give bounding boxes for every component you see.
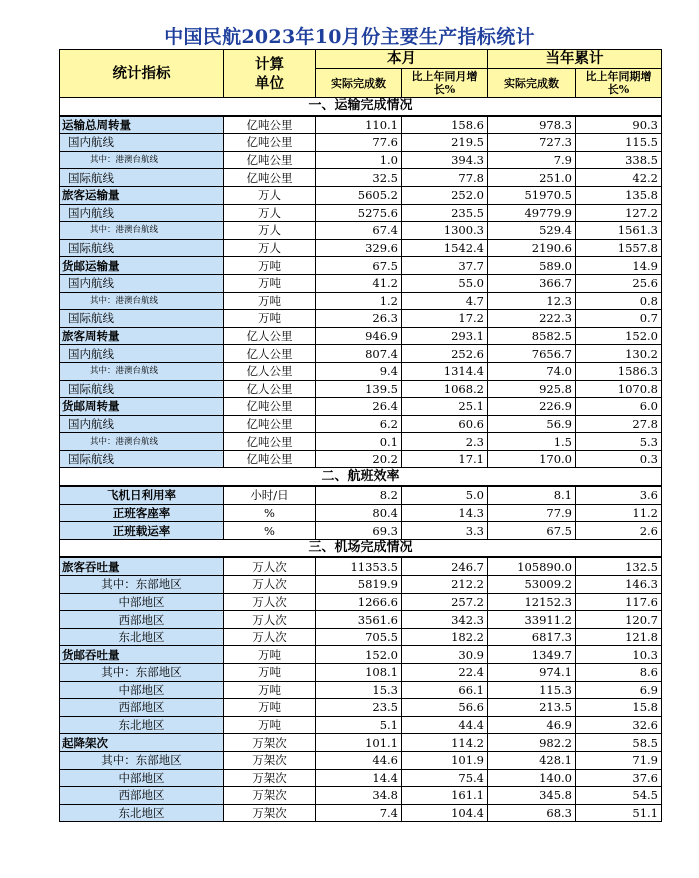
row-unit: 万人 xyxy=(224,222,316,240)
header-month-growth: 比上年同月增长% xyxy=(402,69,488,98)
year-growth-value: 8.6 xyxy=(576,664,662,682)
row-name: 旅客吞吐量 xyxy=(60,557,224,575)
table-row xyxy=(60,362,662,380)
row-name: 国内航线 xyxy=(60,415,224,433)
row-unit: 万吨 xyxy=(224,716,316,734)
table-row xyxy=(60,257,662,275)
year-growth-value: 10.3 xyxy=(576,646,662,664)
month-growth-value: 25.1 xyxy=(402,398,488,416)
row-unit: 亿吨公里 xyxy=(224,116,316,134)
month-growth-value: 5.0 xyxy=(402,486,488,504)
row-unit: 万吨 xyxy=(224,310,316,328)
year-actual-value: 8582.5 xyxy=(488,327,576,345)
month-actual-value: 1266.6 xyxy=(316,593,402,611)
month-growth-value: 252.0 xyxy=(402,186,488,204)
year-actual-value: 366.7 xyxy=(488,274,576,292)
row-name: 起降架次 xyxy=(60,734,224,752)
year-growth-value: 15.8 xyxy=(576,699,662,717)
row-unit: 万人 xyxy=(224,204,316,222)
row-name: 其中：东部地区 xyxy=(60,751,224,769)
row-name: 国际航线 xyxy=(60,380,224,398)
month-growth-value: 1068.2 xyxy=(402,380,488,398)
header-month-group: 本月 xyxy=(316,50,488,69)
month-growth-value: 60.6 xyxy=(402,415,488,433)
table-row xyxy=(60,186,662,204)
month-actual-value: 1.2 xyxy=(316,292,402,310)
year-growth-value: 71.9 xyxy=(576,751,662,769)
row-name: 东北地区 xyxy=(60,804,224,822)
row-unit: 亿吨公里 xyxy=(224,151,316,169)
row-unit: 亿吨公里 xyxy=(224,134,316,152)
row-unit: 万吨 xyxy=(224,257,316,275)
year-growth-value: 54.5 xyxy=(576,787,662,805)
row-unit: 万吨 xyxy=(224,664,316,682)
table-row xyxy=(60,681,662,699)
row-unit: 亿吨公里 xyxy=(224,450,316,468)
year-actual-value: 68.3 xyxy=(488,804,576,822)
row-name: 货邮运输量 xyxy=(60,257,224,275)
row-name: 旅客运输量 xyxy=(60,186,224,204)
year-actual-value: 67.5 xyxy=(488,522,576,540)
row-unit: 万人次 xyxy=(224,593,316,611)
row-unit: 亿吨公里 xyxy=(224,415,316,433)
month-actual-value: 5605.2 xyxy=(316,186,402,204)
table-row xyxy=(60,576,662,594)
row-name: 东北地区 xyxy=(60,716,224,734)
section-title: 三、机场完成情况 xyxy=(60,539,662,557)
row-unit: 万人次 xyxy=(224,576,316,594)
row-unit: 万人次 xyxy=(224,611,316,629)
month-actual-value: 807.4 xyxy=(316,345,402,363)
table-row xyxy=(60,646,662,664)
year-actual-value: 74.0 xyxy=(488,362,576,380)
year-actual-value: 33911.2 xyxy=(488,611,576,629)
year-actual-value: 974.1 xyxy=(488,664,576,682)
year-growth-value: 51.1 xyxy=(576,804,662,822)
row-unit: 万架次 xyxy=(224,787,316,805)
month-growth-value: 342.3 xyxy=(402,611,488,629)
year-growth-value: 6.9 xyxy=(576,681,662,699)
row-unit: 亿吨公里 xyxy=(224,433,316,451)
year-growth-value: 14.9 xyxy=(576,257,662,275)
row-unit: 万吨 xyxy=(224,681,316,699)
row-name: 其中：港澳台航线 xyxy=(60,222,224,240)
table-row xyxy=(60,734,662,752)
row-unit: 亿吨公里 xyxy=(224,398,316,416)
year-actual-value: 6817.3 xyxy=(488,628,576,646)
month-actual-value: 3561.6 xyxy=(316,611,402,629)
year-growth-value: 115.5 xyxy=(576,134,662,152)
month-actual-value: 20.2 xyxy=(316,450,402,468)
year-actual-value: 982.2 xyxy=(488,734,576,752)
year-actual-value: 7656.7 xyxy=(488,345,576,363)
year-actual-value: 140.0 xyxy=(488,769,576,787)
row-unit: % xyxy=(224,522,316,540)
table-row xyxy=(60,611,662,629)
header-indicator: 统计指标 xyxy=(60,50,224,98)
year-actual-value: 170.0 xyxy=(488,450,576,468)
table-row xyxy=(60,716,662,734)
year-growth-value: 152.0 xyxy=(576,327,662,345)
month-growth-value: 55.0 xyxy=(402,274,488,292)
section-header xyxy=(60,539,662,557)
month-growth-value: 17.2 xyxy=(402,310,488,328)
year-growth-value: 1561.3 xyxy=(576,222,662,240)
row-name: 国内航线 xyxy=(60,345,224,363)
year-growth-value: 37.6 xyxy=(576,769,662,787)
year-actual-value: 345.8 xyxy=(488,787,576,805)
year-actual-value: 1349.7 xyxy=(488,646,576,664)
month-growth-value: 1314.4 xyxy=(402,362,488,380)
row-name: 国内航线 xyxy=(60,204,224,222)
year-growth-value: 146.3 xyxy=(576,576,662,594)
year-actual-value: 12152.3 xyxy=(488,593,576,611)
year-growth-value: 0.7 xyxy=(576,310,662,328)
year-actual-value: 529.4 xyxy=(488,222,576,240)
row-name: 国内航线 xyxy=(60,134,224,152)
header-year-actual: 实际完成数 xyxy=(488,69,576,98)
row-name: 正班载运率 xyxy=(60,522,224,540)
year-growth-value: 58.5 xyxy=(576,734,662,752)
page-title: 中国民航2023年10月份主要生产指标统计 xyxy=(164,26,535,48)
table-row xyxy=(60,593,662,611)
row-unit: 亿人公里 xyxy=(224,380,316,398)
row-unit: 万人次 xyxy=(224,557,316,575)
table-row xyxy=(60,699,662,717)
header-year-group: 当年累计 xyxy=(488,50,662,69)
year-actual-value: 428.1 xyxy=(488,751,576,769)
month-growth-value: 17.1 xyxy=(402,450,488,468)
year-growth-value: 32.6 xyxy=(576,716,662,734)
table-row xyxy=(60,664,662,682)
table-row xyxy=(60,116,662,134)
month-actual-value: 14.4 xyxy=(316,769,402,787)
month-actual-value: 7.4 xyxy=(316,804,402,822)
row-unit: 万架次 xyxy=(224,734,316,752)
header-unit: 计算单位 xyxy=(224,50,316,98)
row-name: 其中：港澳台航线 xyxy=(60,151,224,169)
year-growth-value: 1586.3 xyxy=(576,362,662,380)
year-actual-value: 56.9 xyxy=(488,415,576,433)
table-row xyxy=(60,222,662,240)
table-row xyxy=(60,804,662,822)
month-actual-value: 5275.6 xyxy=(316,204,402,222)
month-actual-value: 23.5 xyxy=(316,699,402,717)
year-actual-value: 105890.0 xyxy=(488,557,576,575)
row-name: 其中：港澳台航线 xyxy=(60,292,224,310)
table-row xyxy=(60,310,662,328)
row-name: 其中：港澳台航线 xyxy=(60,433,224,451)
month-actual-value: 5.1 xyxy=(316,716,402,734)
year-growth-value: 135.8 xyxy=(576,186,662,204)
month-growth-value: 246.7 xyxy=(402,557,488,575)
year-actual-value: 978.3 xyxy=(488,116,576,134)
month-growth-value: 1300.3 xyxy=(402,222,488,240)
month-growth-value: 30.9 xyxy=(402,646,488,664)
row-name: 国际航线 xyxy=(60,169,224,187)
year-actual-value: 51970.5 xyxy=(488,186,576,204)
row-unit: 万吨 xyxy=(224,646,316,664)
year-actual-value: 115.3 xyxy=(488,681,576,699)
month-growth-value: 4.7 xyxy=(402,292,488,310)
row-name: 国际航线 xyxy=(60,310,224,328)
table-row xyxy=(60,450,662,468)
year-growth-value: 3.6 xyxy=(576,486,662,504)
table-row xyxy=(60,169,662,187)
year-actual-value: 8.1 xyxy=(488,486,576,504)
month-growth-value: 235.5 xyxy=(402,204,488,222)
month-actual-value: 69.3 xyxy=(316,522,402,540)
year-growth-value: 132.5 xyxy=(576,557,662,575)
row-unit: 万吨 xyxy=(224,292,316,310)
month-actual-value: 5819.9 xyxy=(316,576,402,594)
month-growth-value: 22.4 xyxy=(402,664,488,682)
month-actual-value: 34.8 xyxy=(316,787,402,805)
row-unit: 万人次 xyxy=(224,628,316,646)
table-row xyxy=(60,504,662,522)
row-unit: 亿人公里 xyxy=(224,327,316,345)
year-actual-value: 46.9 xyxy=(488,716,576,734)
month-actual-value: 946.9 xyxy=(316,327,402,345)
row-unit: 亿人公里 xyxy=(224,345,316,363)
month-growth-value: 14.3 xyxy=(402,504,488,522)
row-name: 国际航线 xyxy=(60,450,224,468)
month-growth-value: 257.2 xyxy=(402,593,488,611)
year-actual-value: 925.8 xyxy=(488,380,576,398)
row-unit: 万吨 xyxy=(224,699,316,717)
row-name: 国际航线 xyxy=(60,239,224,257)
month-growth-value: 104.4 xyxy=(402,804,488,822)
table-row xyxy=(60,398,662,416)
year-actual-value: 222.3 xyxy=(488,310,576,328)
month-actual-value: 26.3 xyxy=(316,310,402,328)
year-growth-value: 127.2 xyxy=(576,204,662,222)
row-name: 西部地区 xyxy=(60,611,224,629)
month-growth-value: 3.3 xyxy=(402,522,488,540)
table-row xyxy=(60,134,662,152)
year-growth-value: 11.2 xyxy=(576,504,662,522)
row-unit: 小时/日 xyxy=(224,486,316,504)
row-name: 中部地区 xyxy=(60,593,224,611)
month-actual-value: 329.6 xyxy=(316,239,402,257)
month-growth-value: 101.9 xyxy=(402,751,488,769)
month-growth-value: 75.4 xyxy=(402,769,488,787)
month-growth-value: 1542.4 xyxy=(402,239,488,257)
month-actual-value: 9.4 xyxy=(316,362,402,380)
row-name: 正班客座率 xyxy=(60,504,224,522)
month-actual-value: 11353.5 xyxy=(316,557,402,575)
month-actual-value: 108.1 xyxy=(316,664,402,682)
table-row xyxy=(60,769,662,787)
year-growth-value: 5.3 xyxy=(576,433,662,451)
row-unit: 万人 xyxy=(224,239,316,257)
row-unit: 万吨 xyxy=(224,274,316,292)
section-header xyxy=(60,468,662,486)
year-growth-value: 338.5 xyxy=(576,151,662,169)
row-name: 其中：港澳台航线 xyxy=(60,362,224,380)
row-name: 货邮吞吐量 xyxy=(60,646,224,664)
table-row xyxy=(60,628,662,646)
month-actual-value: 15.3 xyxy=(316,681,402,699)
month-growth-value: 394.3 xyxy=(402,151,488,169)
year-actual-value: 226.9 xyxy=(488,398,576,416)
row-unit: 万架次 xyxy=(224,751,316,769)
table-row xyxy=(60,327,662,345)
month-growth-value: 252.6 xyxy=(402,345,488,363)
month-actual-value: 139.5 xyxy=(316,380,402,398)
month-growth-value: 212.2 xyxy=(402,576,488,594)
month-growth-value: 114.2 xyxy=(402,734,488,752)
year-growth-value: 27.8 xyxy=(576,415,662,433)
month-actual-value: 1.0 xyxy=(316,151,402,169)
month-actual-value: 32.5 xyxy=(316,169,402,187)
month-growth-value: 37.7 xyxy=(402,257,488,275)
month-growth-value: 56.6 xyxy=(402,699,488,717)
year-actual-value: 589.0 xyxy=(488,257,576,275)
row-name: 货邮周转量 xyxy=(60,398,224,416)
month-actual-value: 80.4 xyxy=(316,504,402,522)
table-row xyxy=(60,433,662,451)
row-name: 西部地区 xyxy=(60,699,224,717)
row-unit: 万架次 xyxy=(224,769,316,787)
table-row xyxy=(60,151,662,169)
month-actual-value: 705.5 xyxy=(316,628,402,646)
year-growth-value: 1070.8 xyxy=(576,380,662,398)
table-row xyxy=(60,415,662,433)
year-growth-value: 1557.8 xyxy=(576,239,662,257)
header-year-growth: 比上年同期增长% xyxy=(576,69,662,98)
section-header xyxy=(60,98,662,116)
table-row xyxy=(60,557,662,575)
row-name: 中部地区 xyxy=(60,769,224,787)
month-actual-value: 8.2 xyxy=(316,486,402,504)
month-growth-value: 182.2 xyxy=(402,628,488,646)
year-actual-value: 213.5 xyxy=(488,699,576,717)
section-title: 一、运输完成情况 xyxy=(60,98,662,116)
year-growth-value: 121.8 xyxy=(576,628,662,646)
month-actual-value: 41.2 xyxy=(316,274,402,292)
row-name: 国内航线 xyxy=(60,274,224,292)
row-unit: 亿人公里 xyxy=(224,362,316,380)
year-growth-value: 0.3 xyxy=(576,450,662,468)
table-row xyxy=(60,345,662,363)
year-actual-value: 727.3 xyxy=(488,134,576,152)
year-actual-value: 49779.9 xyxy=(488,204,576,222)
year-actual-value: 2190.6 xyxy=(488,239,576,257)
month-actual-value: 110.1 xyxy=(316,116,402,134)
month-growth-value: 66.1 xyxy=(402,681,488,699)
table-row xyxy=(60,380,662,398)
month-actual-value: 6.2 xyxy=(316,415,402,433)
month-growth-value: 2.3 xyxy=(402,433,488,451)
year-growth-value: 130.2 xyxy=(576,345,662,363)
month-growth-value: 44.4 xyxy=(402,716,488,734)
row-name: 中部地区 xyxy=(60,681,224,699)
statistics-table xyxy=(59,49,662,822)
table-row xyxy=(60,522,662,540)
row-name: 飞机日利用率 xyxy=(60,486,224,504)
row-name: 旅客周转量 xyxy=(60,327,224,345)
year-growth-value: 90.3 xyxy=(576,116,662,134)
table-row xyxy=(60,239,662,257)
row-name: 其中：东部地区 xyxy=(60,576,224,594)
year-actual-value: 251.0 xyxy=(488,169,576,187)
year-actual-value: 1.5 xyxy=(488,433,576,451)
month-growth-value: 158.6 xyxy=(402,116,488,134)
year-growth-value: 42.2 xyxy=(576,169,662,187)
year-growth-value: 6.0 xyxy=(576,398,662,416)
row-unit: 万人 xyxy=(224,186,316,204)
table-row xyxy=(60,751,662,769)
table-body xyxy=(60,98,662,822)
table-row xyxy=(60,787,662,805)
month-growth-value: 161.1 xyxy=(402,787,488,805)
month-actual-value: 0.1 xyxy=(316,433,402,451)
row-unit: % xyxy=(224,504,316,522)
row-name: 西部地区 xyxy=(60,787,224,805)
row-name: 运输总周转量 xyxy=(60,116,224,134)
month-growth-value: 219.5 xyxy=(402,134,488,152)
year-growth-value: 120.7 xyxy=(576,611,662,629)
row-name: 其中：东部地区 xyxy=(60,664,224,682)
month-actual-value: 77.6 xyxy=(316,134,402,152)
year-actual-value: 53009.2 xyxy=(488,576,576,594)
month-growth-value: 77.8 xyxy=(402,169,488,187)
year-growth-value: 25.6 xyxy=(576,274,662,292)
table-row xyxy=(60,486,662,504)
month-actual-value: 67.5 xyxy=(316,257,402,275)
table-row xyxy=(60,292,662,310)
year-actual-value: 12.3 xyxy=(488,292,576,310)
year-actual-value: 77.9 xyxy=(488,504,576,522)
header-month-actual: 实际完成数 xyxy=(316,69,402,98)
year-growth-value: 0.8 xyxy=(576,292,662,310)
month-actual-value: 152.0 xyxy=(316,646,402,664)
month-actual-value: 67.4 xyxy=(316,222,402,240)
month-growth-value: 293.1 xyxy=(402,327,488,345)
row-name: 东北地区 xyxy=(60,628,224,646)
section-title: 二、航班效率 xyxy=(60,468,662,486)
table-row xyxy=(60,204,662,222)
month-actual-value: 101.1 xyxy=(316,734,402,752)
month-actual-value: 26.4 xyxy=(316,398,402,416)
year-growth-value: 2.6 xyxy=(576,522,662,540)
table-row xyxy=(60,274,662,292)
month-actual-value: 44.6 xyxy=(316,751,402,769)
year-growth-value: 117.6 xyxy=(576,593,662,611)
row-unit: 亿吨公里 xyxy=(224,169,316,187)
row-unit: 万架次 xyxy=(224,804,316,822)
year-actual-value: 7.9 xyxy=(488,151,576,169)
